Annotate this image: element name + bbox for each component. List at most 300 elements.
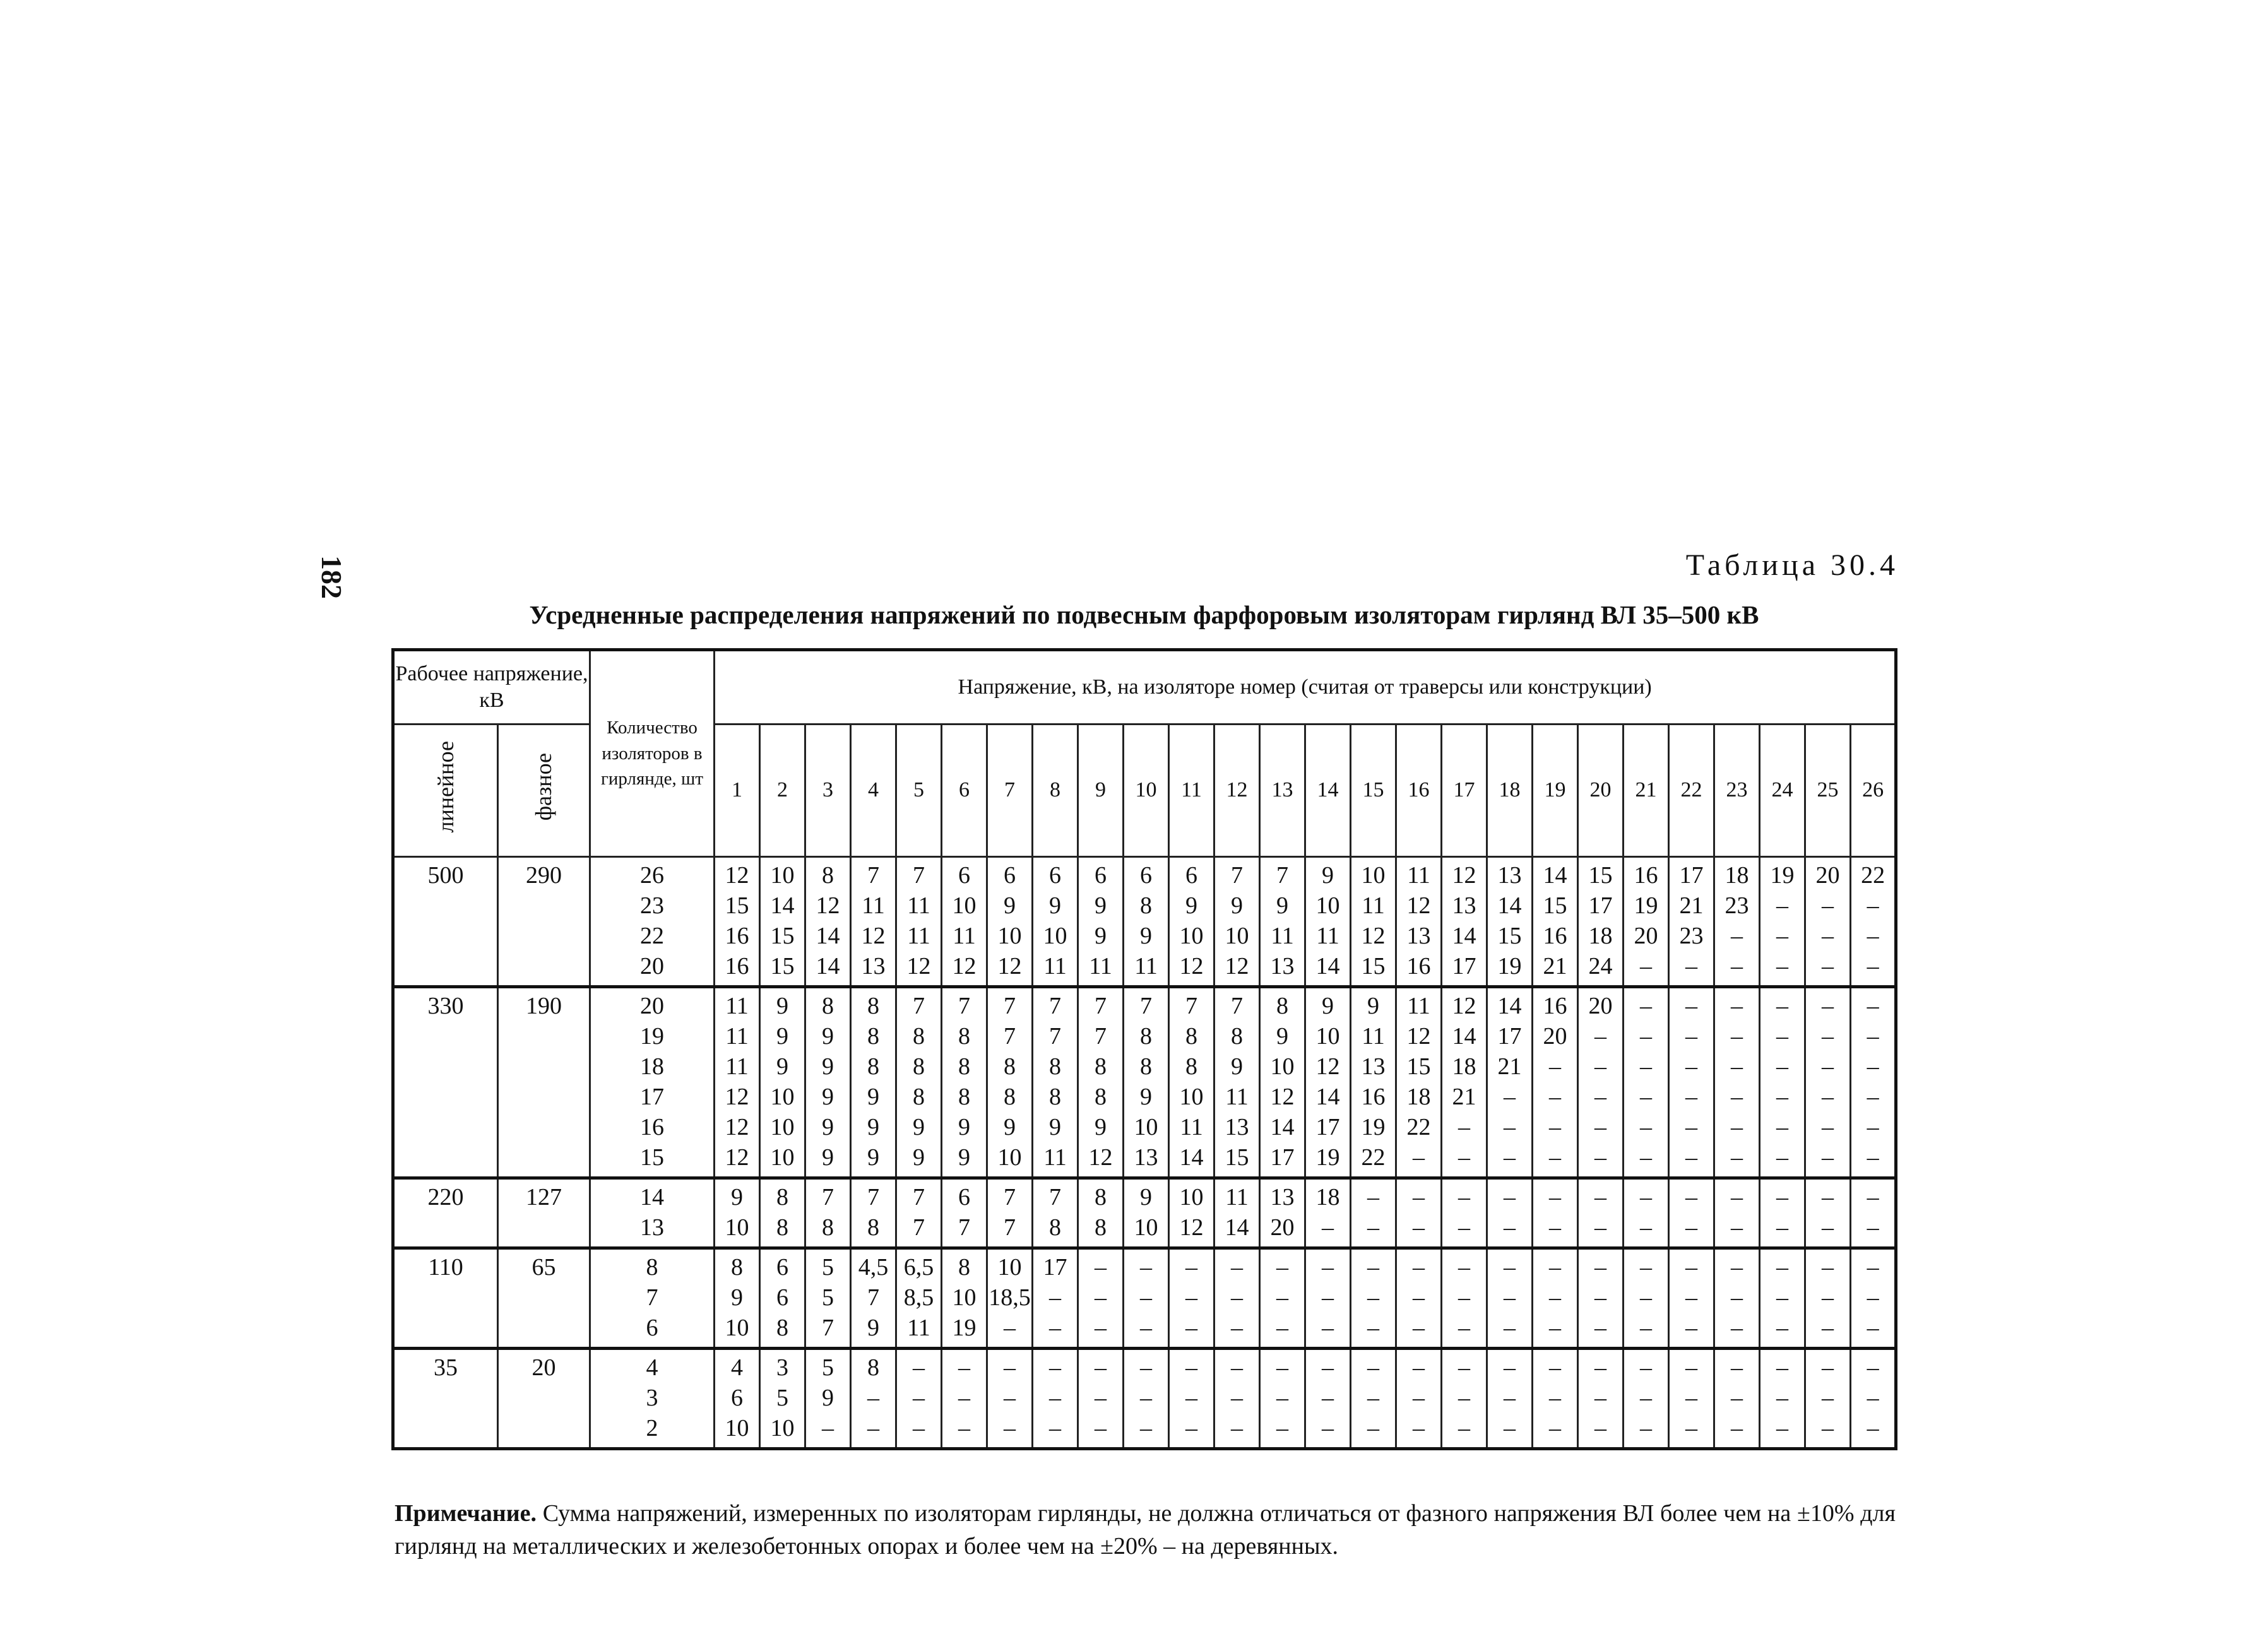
insulator-count-cell — [590, 1178, 715, 1248]
table-title: Усредненные распределения напряжений по подвесным фарфоровым изоляторам гирлянд ВЛ 35–500 кВ — [529, 600, 1759, 629]
insulator-number-header: 13 — [1260, 725, 1305, 857]
voltage-value: – — [1822, 1214, 1834, 1241]
voltage-value: – — [1867, 1053, 1879, 1080]
voltage-cell — [1851, 1349, 1896, 1449]
voltage-value: – — [1322, 1354, 1334, 1381]
insulator-count-value: 3 — [646, 1385, 658, 1411]
voltage-value: – — [1504, 1315, 1516, 1341]
voltage-value: – — [1731, 1144, 1743, 1171]
voltage-value: – — [1776, 1385, 1788, 1411]
voltage-value: – — [1731, 1254, 1743, 1281]
voltage-value: – — [1640, 1144, 1652, 1171]
voltage-cell — [987, 857, 1033, 987]
voltage-value: 15 — [725, 892, 749, 919]
voltage-value: 9 — [1140, 923, 1152, 949]
voltage-value: 9 — [822, 1114, 834, 1140]
voltage-value: 11 — [862, 892, 885, 919]
voltage-value: 11 — [1316, 923, 1339, 949]
voltage-value: – — [1095, 1315, 1107, 1341]
voltage-value: 9 — [867, 1114, 879, 1140]
voltage-value: 10 — [997, 923, 1022, 949]
voltage-value: – — [1776, 1184, 1788, 1210]
insulator-count-value: 15 — [640, 1144, 664, 1171]
insulator-number-header: 23 — [1714, 725, 1760, 857]
voltage-value: 9 — [1140, 1084, 1152, 1110]
voltage-value: 13 — [1270, 1184, 1295, 1210]
voltage-value: – — [1140, 1254, 1152, 1281]
voltage-value: 9 — [1322, 862, 1334, 889]
voltage-cell — [760, 1248, 805, 1349]
voltage-value: – — [1867, 1184, 1879, 1210]
voltage-cell — [1260, 857, 1305, 987]
voltage-cell — [1669, 1248, 1714, 1349]
voltage-value: 12 — [1270, 1084, 1295, 1110]
voltage-cell — [1396, 1248, 1442, 1349]
voltage-value: 9 — [822, 1023, 834, 1050]
voltage-value: – — [1549, 1114, 1561, 1140]
voltage-value: – — [1731, 1084, 1743, 1110]
line-voltage-value: 500 — [427, 862, 464, 889]
voltage-cell — [760, 857, 805, 987]
voltage-value: 12 — [906, 953, 931, 979]
voltage-value: – — [913, 1415, 925, 1441]
voltage-value: – — [1367, 1184, 1379, 1210]
voltage-cell — [715, 987, 760, 1178]
voltage-cell — [1760, 1248, 1805, 1349]
voltage-value: – — [1458, 1385, 1470, 1411]
voltage-value: 8 — [1185, 1023, 1197, 1050]
voltage-value: – — [1822, 1023, 1834, 1050]
voltage-cell — [760, 1178, 805, 1248]
voltage-value: – — [1776, 1023, 1788, 1050]
voltage-value: – — [1004, 1354, 1016, 1381]
voltage-value: 14 — [1225, 1214, 1249, 1241]
voltage-value: 11 — [725, 1053, 749, 1080]
voltage-value: – — [1413, 1184, 1425, 1210]
voltage-value: – — [1594, 1315, 1606, 1341]
voltage-value: – — [1549, 1084, 1561, 1110]
voltage-value: 9 — [958, 1114, 970, 1140]
voltage-value: 13 — [1452, 892, 1476, 919]
voltage-value: – — [1822, 1385, 1834, 1411]
voltage-cell — [1260, 987, 1305, 1178]
voltage-value: 23 — [1679, 923, 1704, 949]
voltage-cell — [851, 857, 896, 987]
voltage-value: – — [1549, 1315, 1561, 1341]
voltage-value: – — [1322, 1284, 1334, 1311]
voltage-value: 8 — [958, 1053, 970, 1080]
voltage-value: – — [1185, 1284, 1197, 1311]
voltage-value: 7 — [1140, 993, 1152, 1019]
voltage-value: – — [1458, 1415, 1470, 1441]
voltage-value: 12 — [1406, 892, 1431, 919]
voltage-value: – — [1413, 1385, 1425, 1411]
voltage-cell — [1124, 987, 1169, 1178]
voltage-value: 8 — [1095, 1084, 1107, 1110]
voltage-value: 16 — [1406, 953, 1431, 979]
voltage-value: – — [1504, 1284, 1516, 1311]
voltage-cell — [1305, 1178, 1351, 1248]
voltage-value: 8 — [958, 1084, 970, 1110]
voltage-value: – — [1594, 1254, 1606, 1281]
voltage-value: – — [1822, 953, 1834, 979]
voltage-cell — [942, 1349, 987, 1449]
voltage-value: 11 — [1362, 892, 1385, 919]
voltage-value: 8 — [913, 1023, 925, 1050]
line-voltage-cell — [393, 857, 498, 987]
insulator-count-value: 20 — [640, 953, 664, 979]
voltage-value: 7 — [1049, 1184, 1061, 1210]
voltage-value: – — [1140, 1415, 1152, 1441]
voltage-cell — [805, 1349, 851, 1449]
voltage-value: – — [1458, 1315, 1470, 1341]
voltage-value: 8 — [822, 1214, 834, 1241]
voltage-value: 11 — [1225, 1084, 1249, 1110]
voltage-cell — [942, 987, 987, 1178]
voltage-value: – — [1776, 923, 1788, 949]
voltage-value: – — [1367, 1315, 1379, 1341]
voltage-value: 11 — [907, 1315, 930, 1341]
voltage-value: 14 — [1452, 1023, 1476, 1050]
voltage-value: 8 — [1140, 1053, 1152, 1080]
voltage-cell — [1351, 1248, 1396, 1349]
voltage-cell — [1260, 1178, 1305, 1248]
voltage-value: 16 — [1634, 862, 1658, 889]
voltage-value: – — [1458, 1214, 1470, 1241]
voltage-value: 15 — [1543, 892, 1567, 919]
voltage-cell — [1578, 987, 1624, 1178]
voltage-value: – — [1776, 953, 1788, 979]
voltage-value: 8 — [1049, 1084, 1061, 1110]
phase-voltage-cell — [498, 1349, 590, 1449]
voltage-value: 12 — [861, 923, 886, 949]
voltage-value: – — [1640, 1315, 1652, 1341]
voltage-value: 8 — [776, 1214, 788, 1241]
voltage-value: 8 — [822, 862, 834, 889]
voltage-value: – — [1594, 1053, 1606, 1080]
voltage-value: – — [1867, 1023, 1879, 1050]
voltage-value: 10 — [725, 1415, 749, 1441]
voltage-value: 14 — [1315, 1084, 1340, 1110]
voltage-value: 8 — [822, 993, 834, 1019]
voltage-value: 10 — [1179, 923, 1204, 949]
voltage-value: 12 — [952, 953, 977, 979]
line-voltage-value: 110 — [428, 1254, 463, 1281]
voltage-value: – — [1867, 1114, 1879, 1140]
voltage-value: – — [1549, 1385, 1561, 1411]
insulator-count-value: 4 — [646, 1354, 658, 1381]
voltage-value: – — [1231, 1354, 1243, 1381]
voltage-cell — [1487, 987, 1533, 1178]
insulator-count-value: 22 — [640, 923, 664, 949]
voltage-value: 11 — [1134, 953, 1158, 979]
voltage-cell — [1669, 1178, 1714, 1248]
voltage-value: 9 — [1095, 892, 1107, 919]
voltage-value: – — [1549, 1184, 1561, 1210]
voltage-value: 7 — [1095, 1023, 1107, 1050]
voltage-value: – — [1867, 923, 1879, 949]
voltage-value: – — [1731, 1385, 1743, 1411]
voltage-value: – — [1685, 1144, 1697, 1171]
voltage-cell — [1760, 1349, 1805, 1449]
voltage-value: 9 — [731, 1184, 743, 1210]
voltage-value: 11 — [1407, 862, 1430, 889]
voltage-value: 9 — [1367, 993, 1379, 1019]
voltage-value: 7 — [958, 993, 970, 1019]
voltage-value: 14 — [1270, 1114, 1295, 1140]
voltage-value: 19 — [1315, 1144, 1340, 1171]
voltage-cell — [760, 1349, 805, 1449]
voltage-value: 13 — [1361, 1053, 1386, 1080]
insulator-count-value: 8 — [646, 1254, 658, 1281]
voltage-cell — [1714, 987, 1760, 1178]
voltage-value: 9 — [1231, 1053, 1243, 1080]
voltage-value: 13 — [1497, 862, 1522, 889]
insulator-number-header: 26 — [1851, 725, 1896, 857]
voltage-cell — [1442, 987, 1487, 1178]
insulator-number-header: 6 — [942, 725, 987, 857]
phase-voltage-cell — [498, 857, 590, 987]
voltage-cell — [1305, 1248, 1351, 1349]
voltage-cell — [1396, 857, 1442, 987]
voltage-cell — [1851, 987, 1896, 1178]
voltage-value: 7 — [958, 1214, 970, 1241]
voltage-value: 6 — [1004, 862, 1016, 889]
voltage-value: 7 — [913, 862, 925, 889]
voltage-value: 13 — [1270, 953, 1295, 979]
voltage-value: – — [1867, 953, 1879, 979]
voltage-value: – — [1867, 1084, 1879, 1110]
voltage-value: 15 — [1497, 923, 1522, 949]
insulator-number-header: 1 — [715, 725, 760, 857]
voltage-value: – — [1276, 1254, 1288, 1281]
voltage-distribution-table — [391, 648, 1897, 1450]
voltage-cell — [760, 987, 805, 1178]
insulator-count-value: 19 — [640, 1023, 664, 1050]
voltage-value: – — [1185, 1315, 1197, 1341]
voltage-value: – — [1413, 1315, 1425, 1341]
voltage-value: – — [1276, 1315, 1288, 1341]
voltage-cell — [1624, 1349, 1669, 1449]
voltage-value: – — [1276, 1415, 1288, 1441]
voltage-value: 9 — [822, 1144, 834, 1171]
voltage-value: – — [1685, 1415, 1697, 1441]
voltage-value: – — [1231, 1385, 1243, 1411]
voltage-value: – — [1776, 1084, 1788, 1110]
voltage-cell — [1078, 1248, 1124, 1349]
insulator-count-header: Количество изоляторов в гирлянде, шт — [590, 650, 715, 857]
voltage-value: 8 — [867, 993, 879, 1019]
voltage-value: 18 — [1452, 1053, 1476, 1080]
voltage-value: 12 — [1179, 1214, 1204, 1241]
voltage-value: – — [1822, 1315, 1834, 1341]
voltage-value: – — [1685, 1284, 1697, 1311]
line-voltage-value: 330 — [427, 993, 464, 1019]
voltage-cell — [1078, 1349, 1124, 1449]
voltage-value: 15 — [1225, 1144, 1249, 1171]
voltage-value: – — [1458, 1284, 1470, 1311]
voltage-cell — [1533, 987, 1578, 1178]
voltage-cell — [1078, 1178, 1124, 1248]
voltage-value: – — [1640, 1354, 1652, 1381]
voltage-value: 10 — [1179, 1084, 1204, 1110]
voltage-cell — [987, 987, 1033, 1178]
insulator-count-value: 6 — [646, 1315, 658, 1341]
voltage-value: – — [1504, 1415, 1516, 1441]
voltage-value: 16 — [1543, 923, 1567, 949]
voltage-cell — [1124, 1349, 1169, 1449]
voltage-value: – — [1140, 1354, 1152, 1381]
insulator-count-cell — [590, 857, 715, 987]
voltage-value: – — [1867, 1214, 1879, 1241]
voltage-value: 8 — [1140, 892, 1152, 919]
voltage-value: 7 — [1276, 862, 1288, 889]
insulator-number-header: 12 — [1214, 725, 1260, 857]
voltage-value: – — [1594, 1184, 1606, 1210]
voltage-value: – — [1822, 1354, 1834, 1381]
voltage-cell — [1260, 1349, 1305, 1449]
voltage-cell — [896, 1178, 942, 1248]
voltage-cell — [715, 1248, 760, 1349]
voltage-group-row — [393, 857, 1896, 987]
voltage-value: – — [1822, 1144, 1834, 1171]
insulator-number-header: 20 — [1578, 725, 1624, 857]
note-label: Примечание. — [395, 1500, 537, 1527]
voltage-value: – — [1731, 1214, 1743, 1241]
voltage-value: – — [1867, 892, 1879, 919]
voltage-value: – — [1594, 1214, 1606, 1241]
voltage-value: 20 — [1543, 1023, 1567, 1050]
voltage-value: 9 — [822, 1053, 834, 1080]
voltage-cell — [1624, 987, 1669, 1178]
voltage-cell — [1624, 857, 1669, 987]
voltage-value: 8 — [731, 1254, 743, 1281]
voltage-value: 9 — [1276, 1023, 1288, 1050]
insulator-number-header: 25 — [1805, 725, 1851, 857]
voltage-value: 10 — [1043, 923, 1067, 949]
voltage-value: 10 — [770, 862, 795, 889]
voltage-value: 9 — [1185, 892, 1197, 919]
voltage-cell — [1487, 1349, 1533, 1449]
voltage-value: 8 — [776, 1184, 788, 1210]
voltage-value: – — [1640, 993, 1652, 1019]
voltage-cell — [896, 1248, 942, 1349]
voltage-value: – — [1640, 1184, 1652, 1210]
voltage-value: 11 — [1271, 923, 1294, 949]
insulator-count-value: 16 — [640, 1114, 664, 1140]
voltage-value: – — [1185, 1354, 1197, 1381]
voltage-value: – — [1322, 1415, 1334, 1441]
phase-voltage-header: фазное — [498, 725, 590, 857]
phase-voltage-value: 290 — [526, 862, 562, 889]
voltage-value: – — [1731, 993, 1743, 1019]
voltage-value: – — [1322, 1214, 1334, 1241]
voltage-per-insulator-header: Напряжение, кВ, на изоляторе номер (считая от траверсы или конструкции) — [715, 650, 1896, 725]
voltage-value: 9 — [958, 1144, 970, 1171]
voltage-cell — [1442, 1178, 1487, 1248]
voltage-value: – — [1458, 1144, 1470, 1171]
voltage-value: 12 — [1315, 1053, 1340, 1080]
voltage-value: – — [1367, 1284, 1379, 1311]
insulator-number-header: 9 — [1078, 725, 1124, 857]
voltage-value: – — [1731, 1354, 1743, 1381]
voltage-value: – — [1776, 1415, 1788, 1441]
voltage-value: 8 — [1049, 1214, 1061, 1241]
voltage-value: 10 — [770, 1144, 795, 1171]
voltage-value: 6 — [1140, 862, 1152, 889]
voltage-value: 11 — [1180, 1114, 1203, 1140]
voltage-value: 8 — [913, 1084, 925, 1110]
voltage-value: 7 — [1004, 993, 1016, 1019]
voltage-value: – — [1776, 1284, 1788, 1311]
voltage-value: – — [1822, 993, 1834, 1019]
voltage-value: – — [1095, 1415, 1107, 1441]
voltage-value: 16 — [1543, 993, 1567, 1019]
voltage-value: – — [1731, 1053, 1743, 1080]
voltage-cell — [1033, 1178, 1078, 1248]
voltage-value: – — [1822, 1053, 1834, 1080]
voltage-value: 18 — [1588, 923, 1613, 949]
voltage-value: – — [1322, 1315, 1334, 1341]
voltage-value: 19 — [952, 1315, 977, 1341]
voltage-value: – — [1867, 1254, 1879, 1281]
voltage-value: 10 — [1225, 923, 1249, 949]
insulator-number-header: 22 — [1669, 725, 1714, 857]
voltage-cell — [1669, 1349, 1714, 1449]
voltage-value: 9 — [776, 1023, 788, 1050]
voltage-value: – — [1822, 892, 1834, 919]
voltage-cell — [987, 1349, 1033, 1449]
voltage-value: – — [1231, 1254, 1243, 1281]
voltage-cell — [1578, 1349, 1624, 1449]
voltage-value: 15 — [1588, 862, 1613, 889]
voltage-cell — [1487, 1178, 1533, 1248]
voltage-value: 12 — [1361, 923, 1386, 949]
voltage-value: 15 — [1406, 1053, 1431, 1080]
voltage-cell — [1078, 857, 1124, 987]
insulator-number-header: 21 — [1624, 725, 1669, 857]
voltage-value: – — [1640, 1385, 1652, 1411]
voltage-value: 10 — [997, 1144, 1022, 1171]
voltage-value: 8 — [1004, 1053, 1016, 1080]
voltage-cell — [851, 1248, 896, 1349]
voltage-value: 10 — [952, 1284, 977, 1311]
voltage-value: – — [1594, 1114, 1606, 1140]
voltage-value: 6 — [776, 1254, 788, 1281]
voltage-cell — [1442, 1349, 1487, 1449]
voltage-value: 12 — [725, 1084, 749, 1110]
voltage-value: 13 — [1134, 1144, 1158, 1171]
voltage-value: 10 — [1179, 1184, 1204, 1210]
voltage-cell — [1624, 1178, 1669, 1248]
voltage-value: 9 — [1049, 1114, 1061, 1140]
voltage-value: – — [1367, 1354, 1379, 1381]
line-voltage-cell — [393, 1248, 498, 1349]
voltage-cell — [1442, 1248, 1487, 1349]
phase-voltage-value: 65 — [531, 1254, 556, 1281]
voltage-value: 12 — [725, 1114, 749, 1140]
voltage-value: 11 — [953, 923, 976, 949]
voltage-value: 8 — [1095, 1053, 1107, 1080]
voltage-value: 7 — [1004, 1214, 1016, 1241]
voltage-value: – — [1276, 1354, 1288, 1381]
voltage-cell — [1805, 1248, 1851, 1349]
voltage-cell — [805, 1178, 851, 1248]
voltage-value: – — [1413, 1144, 1425, 1171]
voltage-value: – — [1549, 1415, 1561, 1441]
insulator-number-header: 15 — [1351, 725, 1396, 857]
voltage-value: 9 — [1095, 923, 1107, 949]
